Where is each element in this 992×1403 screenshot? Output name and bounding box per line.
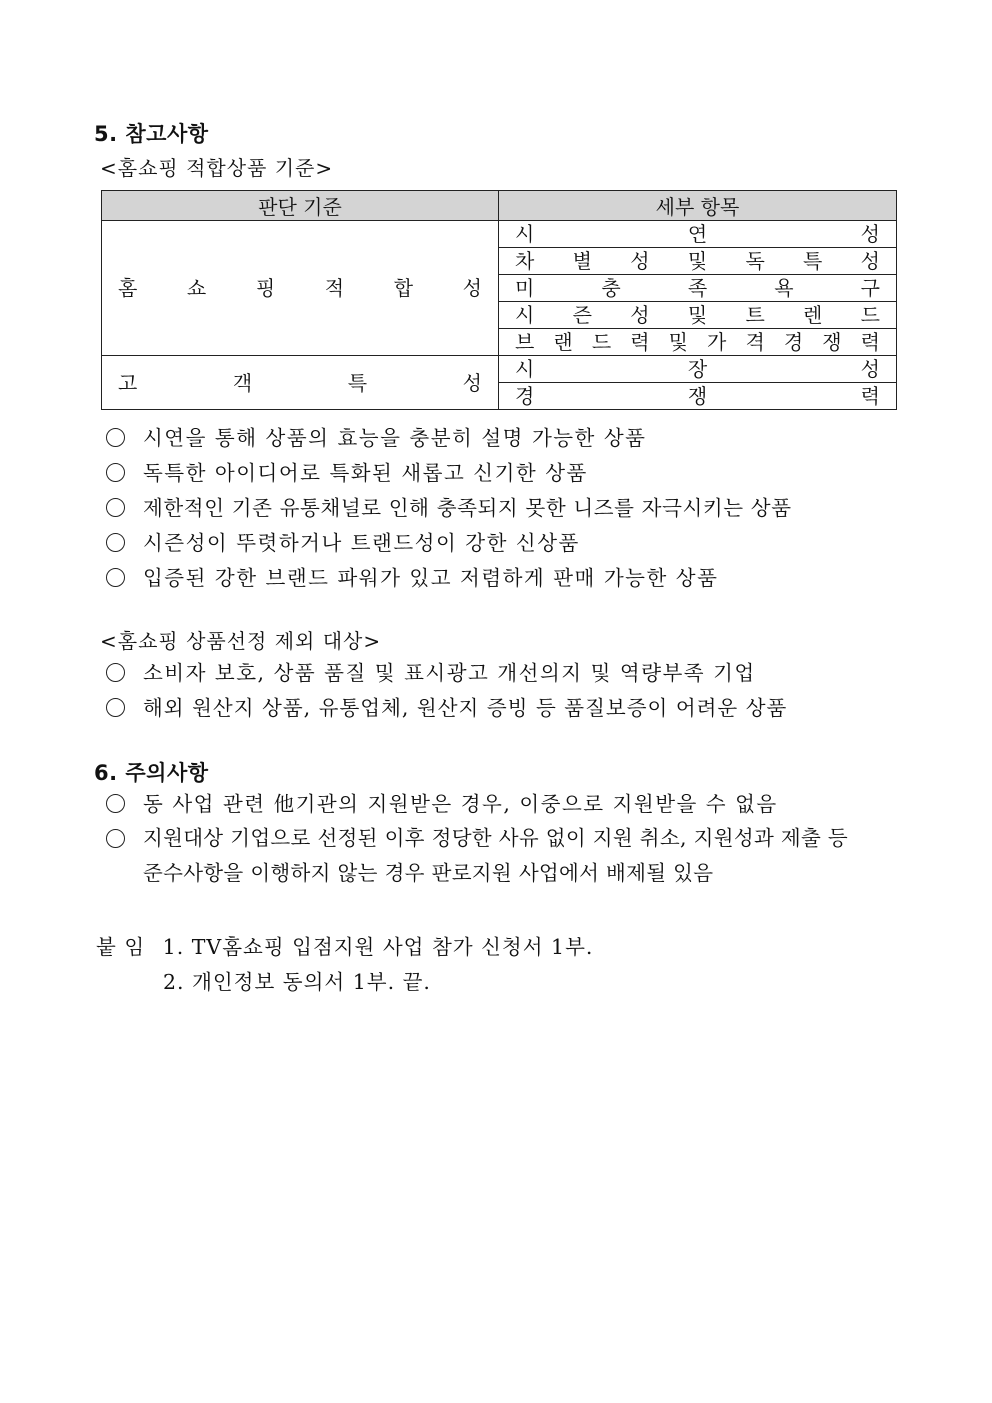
detail-cell: [499, 356, 897, 383]
caution-bullet-list: [106, 790, 848, 895]
circle-bullet-icon: [106, 698, 125, 717]
circle-bullet-icon: [106, 568, 125, 587]
criterion-cell: [102, 356, 499, 410]
bullet-text: 시즌성이 뚜렷하거나 트랜드성이 강한 신상품: [143, 531, 580, 555]
criterion-text: 홈 쇼 핑 적 합 성: [118, 276, 482, 300]
detail-text: 경 쟁 력: [515, 384, 880, 408]
table-header-row: [102, 191, 897, 221]
circle-bullet-icon: [106, 463, 125, 482]
detail-text: 브 랜 드 력 및 가 격 경 쟁 력: [515, 330, 880, 354]
list-item: [106, 529, 792, 564]
list-item: [106, 659, 787, 694]
list-item: [106, 564, 792, 599]
bullet-text: 해외 원산지 상품, 유통업체, 원산지 증빙 등 품질보증이 어려운 상품: [143, 696, 788, 720]
criterion-text: 고 객 특 성: [118, 370, 482, 395]
detail-text: 시 장 성: [515, 357, 880, 381]
detail-cell: [499, 302, 897, 329]
list-item: [106, 694, 787, 729]
bullet-line: 지원대상 기업으로 선정된 이후 정당한 사유 없이 지원 취소, 지원성과 제출 등: [143, 826, 848, 850]
list-item: [106, 494, 792, 529]
detail-cell: [499, 275, 897, 302]
bullet-text: 독특한 아이디어로 특화된 새롭고 신기한 상품: [143, 461, 588, 485]
header-detail: 세부 항목: [499, 191, 897, 221]
detail-cell: [499, 248, 897, 275]
list-item: [106, 825, 848, 895]
attachment-item: 2. 개인정보 동의서 1부. 끝.: [163, 970, 431, 994]
bullet-text: 동 사업 관련 他기관의 지원받은 경우, 이중으로 지원받을 수 없음: [143, 792, 778, 816]
detail-text: 시 즌 성 및 트 렌 드: [515, 303, 880, 327]
suitable-bullet-list: [106, 424, 792, 599]
criterion-cell: [102, 221, 499, 356]
circle-bullet-icon: [106, 829, 125, 848]
detail-text: 미 충 족 욕 구: [515, 276, 880, 300]
circle-bullet-icon: [106, 498, 125, 517]
section5-title: 5. 참고사항: [94, 122, 209, 146]
detail-cell: [499, 221, 897, 248]
excluded-bullet-list: [106, 659, 787, 729]
list-item: [106, 790, 848, 825]
bullet-text: 소비자 보호, 상품 품질 및 표시광고 개선의지 및 역량부족 기업: [143, 661, 756, 685]
detail-cell: [499, 383, 897, 410]
list-item: [106, 424, 792, 459]
excluded-heading: <홈쇼핑 상품선정 제외 대상>: [100, 629, 382, 653]
bullet-text: 제한적인 기존 유통채널로 인해 충족되지 못한 니즈를 자극시키는 상품: [143, 496, 792, 520]
circle-bullet-icon: [106, 428, 125, 447]
table-row: [102, 356, 897, 383]
bullet-line: 준수사항을 이행하지 않는 경우 판로지원 사업에서 배제될 있음: [143, 861, 714, 885]
bullet-text: 시연을 통해 상품의 효능을 충분히 설명 가능한 상품: [143, 426, 647, 450]
detail-cell: [499, 329, 897, 356]
attachment-label: 붙 임: [96, 935, 146, 959]
bullet-text-multiline: [143, 821, 848, 891]
detail-text: 시 연 성: [515, 222, 880, 246]
circle-bullet-icon: [106, 533, 125, 552]
criteria-table: [101, 190, 897, 410]
section6-title: 6. 주의사항: [94, 761, 209, 785]
attachments: [96, 930, 593, 960]
list-item: [106, 459, 792, 494]
detail-text: 차 별 성 및 독 특 성: [515, 249, 880, 273]
bullet-text: 입증된 강한 브랜드 파워가 있고 저렴하게 판매 가능한 상품: [143, 566, 719, 590]
header-criterion: 판단 기준: [102, 191, 499, 221]
circle-bullet-icon: [106, 794, 125, 813]
attachment-item: 1. TV홈쇼핑 입점지원 사업 참가 신청서 1부.: [162, 935, 594, 959]
table-row: [102, 221, 897, 248]
suitable-heading: <홈쇼핑 적합상품 기준>: [100, 156, 334, 180]
circle-bullet-icon: [106, 663, 125, 682]
